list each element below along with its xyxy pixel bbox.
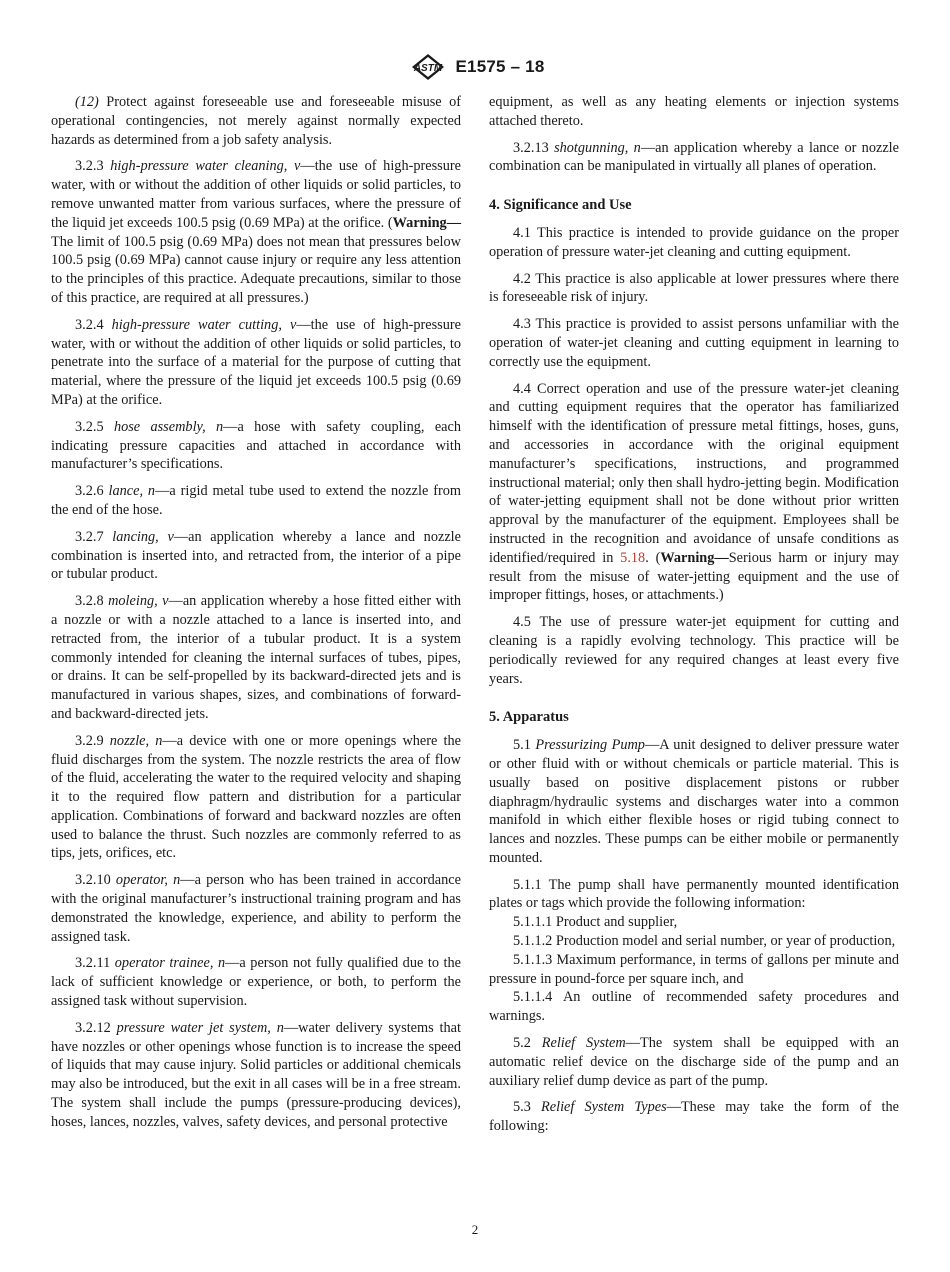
definition-3-2-6: 3.2.6 lance, n—a rigid metal tube used to extend the nozzle from the end of the hose.: [51, 483, 462, 518]
section-heading-5: 5. Apparatus: [489, 709, 569, 726]
clause-number: 3.2.3: [75, 158, 111, 175]
cross-reference-link[interactable]: 5.18: [620, 549, 646, 566]
astm-logo-icon: [406, 52, 450, 82]
defined-term: high-pressure water cutting, v: [111, 316, 297, 333]
defined-term: high-pressure water cleaning, v: [110, 158, 301, 175]
section-heading-4: 4. Significance and Use: [489, 197, 632, 214]
clause-number: 3.2.12: [75, 1019, 117, 1036]
page-header: [0, 52, 950, 82]
clause-number: 3.2.11: [75, 955, 115, 972]
clause-4-3: 4.3 This practice is provided to assist persons unfamiliar with the operation of water-jet cleaning and cutting equipment in learning to correctly use the equipment.: [489, 316, 899, 370]
clause-number: 3.2.10: [75, 872, 116, 889]
clause-4-1: 4.1 This practice is intended to provide guidance on the proper operation of pressure water-jet cleaning and cutting equipment.: [489, 224, 899, 260]
defined-term: pressure water jet system, n: [116, 1019, 284, 1036]
definition-3-2-8: 3.2.8 moleing, v—an application whereby a hose fitted either with a nozzle or with a nozzle attached to a lance is inserted into, and retracted from, the interior of a tubular product. It is a system commonly intended for cleaning the internal surfaces of tubes, pipes, or drains. It can be self-propelled by its backward-directed jets and is manufactured in various shapes, sizes, and combinations of forward- and backward-directed jets.: [51, 593, 461, 722]
defined-term: shotgunning, n: [554, 139, 641, 156]
clause-term: Relief System Types: [541, 1099, 667, 1116]
definition-3-2-12: 3.2.12 pressure water jet system, n—water delivery systems that have nozzles or other openings whose function is to increase the speed of liquids that may cause injury. Solid particles or additional chemicals may also be introduced, but the exit in all cases will be in a free stream. The system shall include the pumps (pressure-producing devices), hoses, lances, nozzles, valves, safety devices, and personal protective: [51, 1019, 461, 1130]
definition-3-2-13: 3.2.13 shotgunning, n—an application whereby a lance or nozzle combination can be manipulated in virtually all planes of operation.: [489, 139, 899, 175]
defined-term: hose assembly, n: [113, 418, 224, 435]
defined-term: lancing, v: [112, 528, 174, 545]
clause-5-3: 5.3 Relief System Types—These may take the form of the following:: [489, 1099, 899, 1135]
clause-5-1-1-1: 5.1.1.1 Product and supplier,: [513, 914, 678, 931]
clause-5-2: 5.2 Relief System—The system shall be equipped with an automatic relief device on the discharge side of the pump and an auxiliary relief dump device as part of the pump.: [489, 1035, 899, 1089]
paragraph-item-12: (12) Protect against foreseeable use and foreseeable misuse of operational contingencies, not merely against normally expected hazards as determined from a job safety analysis.: [51, 94, 461, 148]
clause-number: 5.1: [513, 737, 536, 754]
definition-3-2-7: 3.2.7 lancing, v—an application whereby a lance and nozzle combination is inserted into, and retracted from, the interior of a pipe or tubular product.: [51, 528, 461, 583]
defined-term: operator, n: [115, 872, 181, 889]
definition-3-2-9: 3.2.9 nozzle, n—a device with one or more openings where the fluid discharges from the system. The nozzle restricts the area of flow of the fluid, accelerating the water to the required velocity and shaping it to the required flow pattern and distribution for a particular application. Combinations of forward and backward nozzles are often used to balance the thrust. Such nozzles are commonly referred to as tips, jets, orifices, etc.: [51, 732, 462, 862]
left-column: [51, 93, 461, 1132]
clause-number: 3.2.4: [75, 316, 112, 333]
definition-3-2-5: 3.2.5 hose assembly, n—a hose with safety coupling, each indicating pressure capacities and attached in accordance with manufacturer’s specifications.: [51, 418, 462, 473]
clause-5-1-1-4: 5.1.1.4 An outline of recommended safety procedures and warnings.: [489, 989, 899, 1025]
definition-3-2-4: 3.2.4 high-pressure water cutting, v—the use of high-pressure water, with or without the addition of other liquids or solid particles, to penetrate into the surface of a material for the purpose of cutting that material, where the pressure of the liquid jet exceeds 100.5 psig (0.69 MPa) at the orifice.: [51, 316, 461, 408]
clause-5-1-1: 5.1.1 The pump shall have permanently mounted identification plates or tags which provide the following information:: [489, 876, 899, 912]
clause-term: Pressurizing Pump: [535, 737, 645, 754]
clause-number: 3.2.13: [513, 139, 555, 156]
clause-number: 5.2: [513, 1035, 542, 1052]
defined-term: operator trainee, n: [114, 955, 226, 972]
clause-5-1-1-2: 5.1.1.2 Production model and serial number, or year of production,: [513, 933, 896, 950]
clause-number: 3.2.5: [75, 418, 114, 435]
clause-4-4: 4.4 Correct operation and use of the pressure water-jet cleaning and cutting equipment requires that the operator has familiarized himself with the identification of pressure metal fittings, hoses, guns, and accessories in accordance with the original equipment manufacturer’s specifications, instructions, and programmed instructional material; only then shall hydro-jetting begin. Modification of water-jetting equipment shall not be done without prior written approval by the manufacturer of the equipment. Employees shall be instructed in the recognition and avoidance of unsafe conditions as identified/required in 5.18. (Warning—Serious harm or injury may result from the misuse of water-jetting equipment and the use of improper fittings, hoses, or attachments.): [489, 380, 899, 604]
defined-term: nozzle, n: [109, 732, 163, 749]
page-number: 2: [471, 1222, 479, 1237]
definition-3-2-11: 3.2.11 operator trainee, n—a person not fully qualified due to the lack of sufficient knowledge or experience, or both, to perform the assigned task without supervision.: [51, 955, 461, 1010]
clause-term: Relief System: [541, 1035, 626, 1052]
definition-3-2-3: 3.2.3 high-pressure water cleaning, v—the use of high-pressure water, with or without the addition of other liquids or solid particles, to remove unwanted matter from various surfaces, where the pressure of the liquid jet exceeds 100.5 psig (0.69 MPa) at the orifice. (Warning—The limit of 100.5 psig (0.69 MPa) does not mean that pressures below 100.5 psig (0.69 MPa) cannot cause injury or require any less attention to the principles of this practice. Adequate precautions, similar to those of this practice, are required at all pressures.): [51, 158, 461, 306]
warning-label: Warning—: [660, 549, 729, 566]
clause-4-5: 4.5 The use of pressure water-jet equipment for cutting and cleaning is a rapidly evolving technology. This practice will be periodically reviewed for any required changes at least every five years.: [489, 614, 899, 687]
defined-term: moleing, v: [108, 593, 169, 610]
warning-label: Warning—: [392, 214, 461, 231]
right-column: [489, 93, 899, 1136]
clause-number: 5.3: [513, 1099, 542, 1116]
clause-5-1: 5.1 Pressurizing Pump—A unit designed to deliver pressure water or other fluid with or without chemicals or particle material. This is usually based on positive displacement pistons or rubber diaphragm/hydraulic systems and discharges water into a common manifold in which either flexible hoses or rigid tubing connect to lances and nozzles. These pumps can be either mobile or permanently mounted.: [489, 737, 899, 866]
defined-term: lance, n: [108, 483, 156, 500]
clause-number: 3.2.6: [75, 483, 109, 500]
clause-4-2: 4.2 This practice is also applicable at lower pressures where there is foreseeable risk of injury.: [489, 270, 899, 306]
document-id: E1575 – 18: [455, 57, 545, 76]
clause-number: 3.2.7: [75, 528, 113, 545]
clause-number: 3.2.9: [75, 732, 110, 749]
clause-number: 3.2.8: [75, 593, 109, 610]
continuation-text: equipment, as well as any heating elements or injection systems attached thereto.: [489, 94, 899, 129]
clause-5-1-1-3: 5.1.1.3 Maximum performance, in terms of gallons per minute and pressure in pound-force per square inch, and: [489, 951, 899, 987]
definition-3-2-10: 3.2.10 operator, n—a person who has been trained in accordance with the original manufacturer’s instructional training program and has demonstrated the knowledge, experience, and ability to perform the assigned task.: [51, 872, 461, 945]
logo-text: ASTM: [413, 63, 442, 74]
item-number: (12): [75, 94, 99, 110]
